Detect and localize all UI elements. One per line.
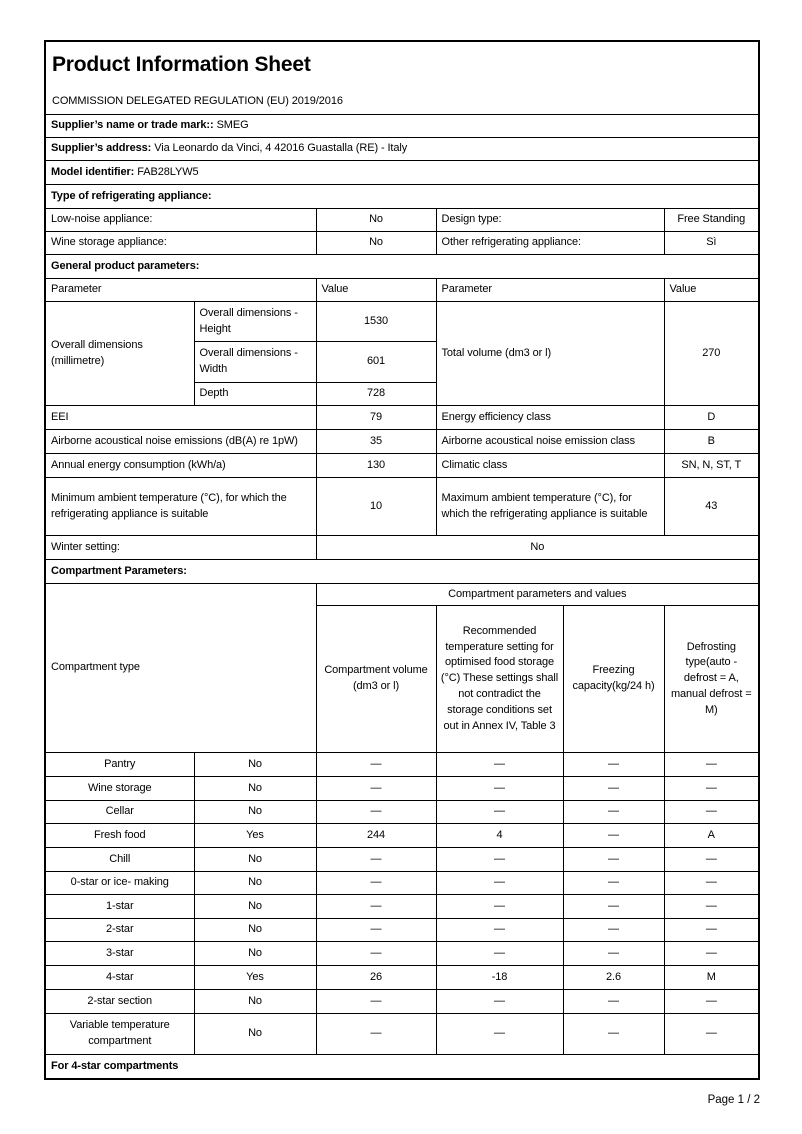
compartment-defrost-cell: — xyxy=(664,777,759,801)
low-noise-label: Low-noise appliance: xyxy=(45,209,316,232)
compartment-defrost-cell: M xyxy=(664,966,759,990)
supplier-address-label: Supplier’s address: xyxy=(51,142,152,155)
compartment-present-cell: Yes xyxy=(194,824,316,848)
compartment-volume-cell: — xyxy=(316,801,436,824)
winter-setting-value: No xyxy=(316,536,759,560)
four-star-section-heading: For 4-star compartments xyxy=(45,1055,759,1079)
value-header-1: Value xyxy=(316,279,436,302)
compartment-volume-cell: — xyxy=(316,872,436,895)
compartment-temp-cell: — xyxy=(436,753,563,777)
energy-class-value: D xyxy=(664,406,759,430)
page-number: Page 1 / 2 xyxy=(707,1094,760,1106)
compartment-volume-cell: — xyxy=(316,848,436,872)
other-appliance-label: Other refrigerating appliance: xyxy=(436,232,664,255)
compartment-section-heading-row xyxy=(45,560,759,584)
winter-setting-row xyxy=(45,536,759,560)
compartment-volume-header: Compartment volume (dm3 or l) xyxy=(316,606,436,753)
compartment-freezing-cell: — xyxy=(563,777,664,801)
climatic-class-value: SN, N, ST, T xyxy=(664,454,759,478)
compartment-row-three-star xyxy=(45,942,759,966)
total-volume-value: 270 xyxy=(664,302,759,406)
compartment-section-heading: Compartment Parameters: xyxy=(45,560,759,584)
compartment-type-cell: 2-star xyxy=(45,919,194,942)
compartment-type-cell: Chill xyxy=(45,848,194,872)
energy-consumption-value: 130 xyxy=(316,454,436,478)
compartment-row-chill xyxy=(45,848,759,872)
type-section-heading: Type of refrigerating appliance: xyxy=(45,185,759,209)
energy-consumption-row xyxy=(45,454,759,478)
title-row xyxy=(45,41,759,115)
compartment-freezing-cell: — xyxy=(563,990,664,1014)
page-title: Product Information Sheet xyxy=(52,53,311,76)
supplier-name-label: Supplier’s name or trade mark:: xyxy=(51,119,214,132)
compartment-row-cellar xyxy=(45,801,759,824)
noise-class-label: Airborne acoustical noise emission class xyxy=(436,430,664,454)
compartment-freezing-cell: — xyxy=(563,942,664,966)
total-volume-label: Total volume (dm3 or l) xyxy=(436,302,664,406)
energy-consumption-label: Annual energy consumption (kWh/a) xyxy=(45,454,316,478)
compartment-volume-cell: — xyxy=(316,1014,436,1055)
max-ambient-value: 43 xyxy=(664,478,759,536)
compartment-row-one-star xyxy=(45,895,759,919)
model-identifier-label: Model identifier: xyxy=(51,165,135,178)
dimensions-width-label: Overall dimensions - Width xyxy=(194,342,316,383)
noise-emissions-label: Airborne acoustical noise emissions (dB(A) re 1pW) xyxy=(45,430,316,454)
compartment-temp-cell: 4 xyxy=(436,824,563,848)
compartment-present-cell: No xyxy=(194,990,316,1014)
ambient-temperature-row xyxy=(45,478,759,536)
compartment-defrost-cell: — xyxy=(664,1014,759,1055)
compartment-type-cell: 3-star xyxy=(45,942,194,966)
defrosting-type-header: Defrosting type(auto - defrost = A, manual defrost = M) xyxy=(664,606,759,753)
compartment-temp-cell: — xyxy=(436,801,563,824)
compartment-type-cell: Pantry xyxy=(45,753,194,777)
compartment-type-cell: 1-star xyxy=(45,895,194,919)
low-noise-value: No xyxy=(316,209,436,232)
compartment-type-cell: Wine storage xyxy=(45,777,194,801)
compartment-temp-cell: -18 xyxy=(436,966,563,990)
compartment-freezing-cell: 2.6 xyxy=(563,966,664,990)
general-header-row xyxy=(45,279,759,302)
compartment-temp-cell: — xyxy=(436,895,563,919)
compartment-freezing-cell: — xyxy=(563,1014,664,1055)
low-noise-row xyxy=(45,209,759,232)
compartment-defrost-cell: — xyxy=(664,872,759,895)
compartment-volume-cell: — xyxy=(316,942,436,966)
parameter-header-2: Parameter xyxy=(436,279,664,302)
design-type-value: Free Standing xyxy=(664,209,759,232)
dimensions-height-label: Overall dimensions - Height xyxy=(194,302,316,342)
compartment-temp-cell: — xyxy=(436,1014,563,1055)
general-section-heading: General product parameters: xyxy=(45,255,759,279)
compartment-defrost-cell: — xyxy=(664,990,759,1014)
compartment-row-variable-temperature xyxy=(45,1014,759,1055)
compartment-freezing-cell: — xyxy=(563,801,664,824)
max-ambient-label: Maximum ambient temperature (°C), for which the refrigerating appliance is suitable xyxy=(436,478,664,536)
compartment-type-cell: Variable temperature compartment xyxy=(45,1014,194,1055)
freezing-capacity-header: Freezing capacity(kg/24 h) xyxy=(563,606,664,753)
compartment-freezing-cell: — xyxy=(563,848,664,872)
compartment-volume-cell: 26 xyxy=(316,966,436,990)
design-type-label: Design type: xyxy=(436,209,664,232)
compartment-temp-cell: — xyxy=(436,919,563,942)
compartment-row-two-star xyxy=(45,919,759,942)
compartment-freezing-cell: — xyxy=(563,872,664,895)
wine-storage-appliance-row xyxy=(45,232,759,255)
compartment-defrost-cell: — xyxy=(664,753,759,777)
compartment-freezing-cell: — xyxy=(563,824,664,848)
compartment-volume-cell: — xyxy=(316,777,436,801)
value-header-2: Value xyxy=(664,279,759,302)
compartment-type-cell: 0-star or ice- making xyxy=(45,872,194,895)
compartment-present-cell: No xyxy=(194,895,316,919)
eei-label: EEI xyxy=(45,406,316,430)
compartment-row-two-star-section xyxy=(45,990,759,1014)
compartment-volume-cell: — xyxy=(316,990,436,1014)
eei-row xyxy=(45,406,759,430)
compartment-volume-cell: 244 xyxy=(316,824,436,848)
compartment-freezing-cell: — xyxy=(563,919,664,942)
dimensions-depth-value: 728 xyxy=(316,383,436,406)
type-section-heading-row xyxy=(45,185,759,209)
noise-emissions-value: 35 xyxy=(316,430,436,454)
supplier-address-row xyxy=(45,138,759,161)
dimensions-height-value: 1530 xyxy=(316,302,436,342)
compartment-row-pantry xyxy=(45,753,759,777)
compartment-present-cell: Yes xyxy=(194,966,316,990)
min-ambient-value: 10 xyxy=(316,478,436,536)
compartment-row-fresh-food xyxy=(45,824,759,848)
dimensions-width-value: 601 xyxy=(316,342,436,383)
compartment-temp-cell: — xyxy=(436,942,563,966)
compartment-present-cell: No xyxy=(194,848,316,872)
compartment-row-four-star xyxy=(45,966,759,990)
product-info-table xyxy=(44,40,760,1080)
energy-class-label: Energy efficiency class xyxy=(436,406,664,430)
compartment-present-cell: No xyxy=(194,1014,316,1055)
compartment-volume-cell: — xyxy=(316,753,436,777)
other-appliance-value: Sì xyxy=(664,232,759,255)
compartment-temp-cell: — xyxy=(436,872,563,895)
compartment-defrost-cell: A xyxy=(664,824,759,848)
wine-storage-appliance-label: Wine storage appliance: xyxy=(45,232,316,255)
compartment-defrost-cell: — xyxy=(664,919,759,942)
compartment-present-cell: No xyxy=(194,777,316,801)
overall-dimensions-group-label: Overall dimensions (millimetre) xyxy=(45,302,194,406)
recommended-temperature-header: Recommended temperature setting for optimised food storage (°C) These settings shall not contradict the storage conditions set out in Annex IV, Table 3 xyxy=(436,606,563,753)
model-identifier-row xyxy=(45,161,759,185)
regulation-subtitle: COMMISSION DELEGATED REGULATION (EU) 2019/2016 xyxy=(52,95,343,108)
compartment-row-wine-storage xyxy=(45,777,759,801)
compartment-present-cell: No xyxy=(194,753,316,777)
compartment-row-zero-star xyxy=(45,872,759,895)
winter-setting-label: Winter setting: xyxy=(45,536,316,560)
climatic-class-label: Climatic class xyxy=(436,454,664,478)
compartment-volume-cell: — xyxy=(316,895,436,919)
title-cell xyxy=(45,41,759,115)
compartment-defrost-cell: — xyxy=(664,801,759,824)
eei-value: 79 xyxy=(316,406,436,430)
noise-class-value: B xyxy=(664,430,759,454)
min-ambient-label: Minimum ambient temperature (°C), for which the refrigerating appliance is suitable xyxy=(45,478,316,536)
compartment-type-cell: 2-star section xyxy=(45,990,194,1014)
compartment-volume-cell: — xyxy=(316,919,436,942)
compartment-type-cell: 4-star xyxy=(45,966,194,990)
compartment-freezing-cell: — xyxy=(563,753,664,777)
compartment-group-header-row xyxy=(45,584,759,606)
compartment-type-header: Compartment type xyxy=(45,584,316,753)
compartment-defrost-cell: — xyxy=(664,848,759,872)
compartment-temp-cell: — xyxy=(436,777,563,801)
compartment-type-cell: Fresh food xyxy=(45,824,194,848)
four-star-section-heading-row xyxy=(45,1055,759,1079)
supplier-address-value: Via Leonardo da Vinci, 4 42016 Guastalla (RE) - Italy xyxy=(154,142,408,155)
parameter-header-1: Parameter xyxy=(45,279,316,302)
compartment-temp-cell: — xyxy=(436,990,563,1014)
dimensions-height-row xyxy=(45,302,759,342)
compartment-defrost-cell: — xyxy=(664,942,759,966)
compartment-present-cell: No xyxy=(194,872,316,895)
supplier-name-row xyxy=(45,115,759,138)
compartment-group-header: Compartment parameters and values xyxy=(316,584,759,606)
compartment-present-cell: No xyxy=(194,942,316,966)
wine-storage-appliance-value: No xyxy=(316,232,436,255)
supplier-name-value: SMEG xyxy=(216,119,249,132)
compartment-type-cell: Cellar xyxy=(45,801,194,824)
compartment-present-cell: No xyxy=(194,801,316,824)
compartment-temp-cell: — xyxy=(436,848,563,872)
noise-row xyxy=(45,430,759,454)
model-identifier-value: FAB28LYW5 xyxy=(137,165,199,178)
compartment-freezing-cell: — xyxy=(563,895,664,919)
dimensions-depth-label: Depth xyxy=(194,383,316,406)
general-section-heading-row xyxy=(45,255,759,279)
compartment-present-cell: No xyxy=(194,919,316,942)
compartment-defrost-cell: — xyxy=(664,895,759,919)
